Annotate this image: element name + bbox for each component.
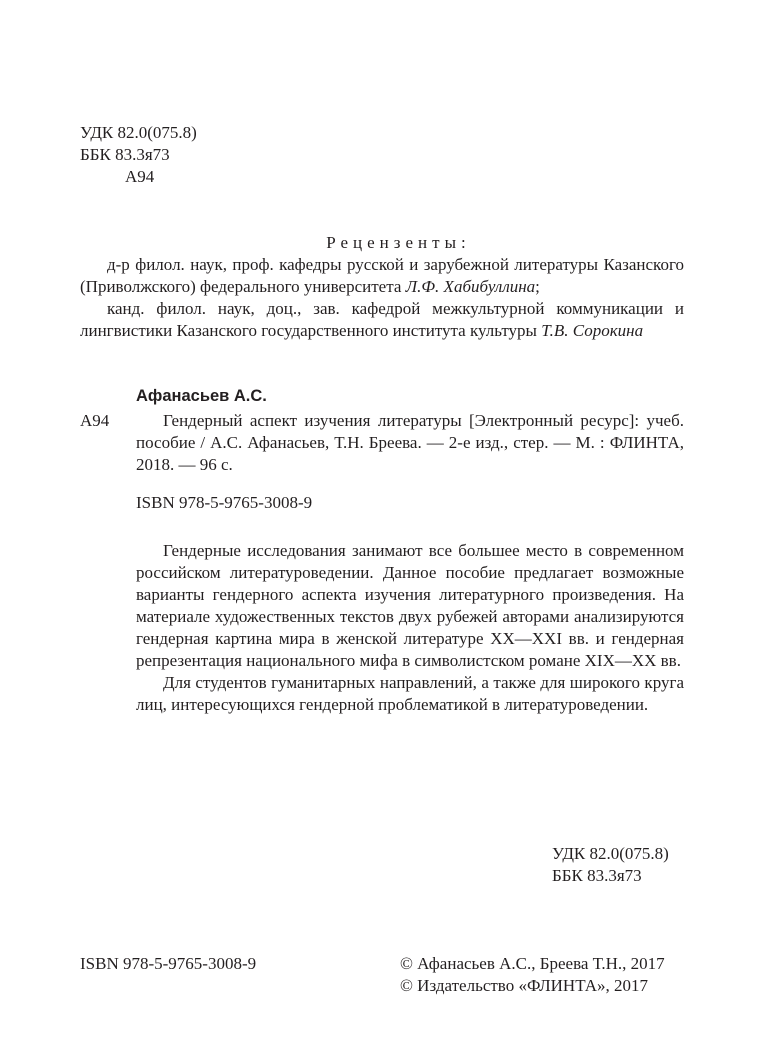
catalog-author: Афанасьев А.С.: [136, 387, 267, 405]
udk-code: УДК 82.0(075.8): [80, 123, 197, 142]
reviewers-list: [80, 254, 684, 342]
annotation-paragraph-2: Для студентов гуманитарных направлений, а также для широкого круга лиц, интересующихся гендерной проблематикой в литературоведении.: [136, 673, 684, 714]
bottom-classification-codes: [552, 843, 669, 887]
reviewer-1-name: Л.Ф. Хабибуллина: [405, 277, 536, 296]
reviewer-2-name: Т.В. Сорокина: [541, 321, 644, 340]
copyright-publisher: © Издательство «ФЛИНТА», 2017: [400, 976, 649, 995]
author-mark: А94: [125, 167, 155, 186]
footer-isbn: ISBN 978-5-9765-3008-9: [80, 954, 257, 973]
annotation-paragraph-1: Гендерные исследования занимают все большее место в современном российском литературоведении. Данное пособие предлагает возможные варианты гендерного аспекта изучения литературного произведения. На материале художественных текстов двух рубежей авторами анализируются гендерная картина мира в женской литературе XX—XXI вв. и гендерная репрезентация национального мифа в символистском романе XIX—XX вв.: [136, 541, 684, 670]
catalog-isbn: ISBN 978-5-9765-3008-9: [136, 493, 313, 512]
bbk-code: ББК 83.3я73: [80, 145, 170, 164]
annotation: [136, 540, 684, 716]
copyright-authors: © Афанасьев А.С., Бреева Т.Н., 2017: [400, 954, 665, 973]
reviewer-1-text: д-р филол. наук, проф. кафедры русской и зарубежной литературы Казанского (Приволжского) федерального университета: [80, 255, 684, 296]
copyright-block: [400, 953, 665, 997]
catalog-description: [136, 410, 684, 476]
bottom-bbk-code: ББК 83.3я73: [552, 866, 642, 885]
catalog-author-mark: А94: [80, 411, 110, 430]
reviewer-2-text: канд. филол. наук, доц., зав. кафедрой межкультурной коммуникации и лингвистики Казанского государственного института культуры: [80, 299, 684, 340]
reviewer-1: [80, 254, 684, 298]
bottom-udk-code: УДК 82.0(075.8): [552, 844, 669, 863]
reviewer-2: [80, 298, 684, 342]
top-classification-codes: [80, 122, 197, 188]
catalog-description-text: Гендерный аспект изучения литературы [Электронный ресурс]: учеб. пособие / А.С. Афанасьев, Т.Н. Бреева. — 2-е изд., стер. — М. : ФЛИНТА, 2018. — 96 с.: [136, 411, 684, 474]
reviewer-1-end: ;: [535, 277, 540, 296]
reviewers-heading: Рецензенты:: [326, 233, 471, 252]
